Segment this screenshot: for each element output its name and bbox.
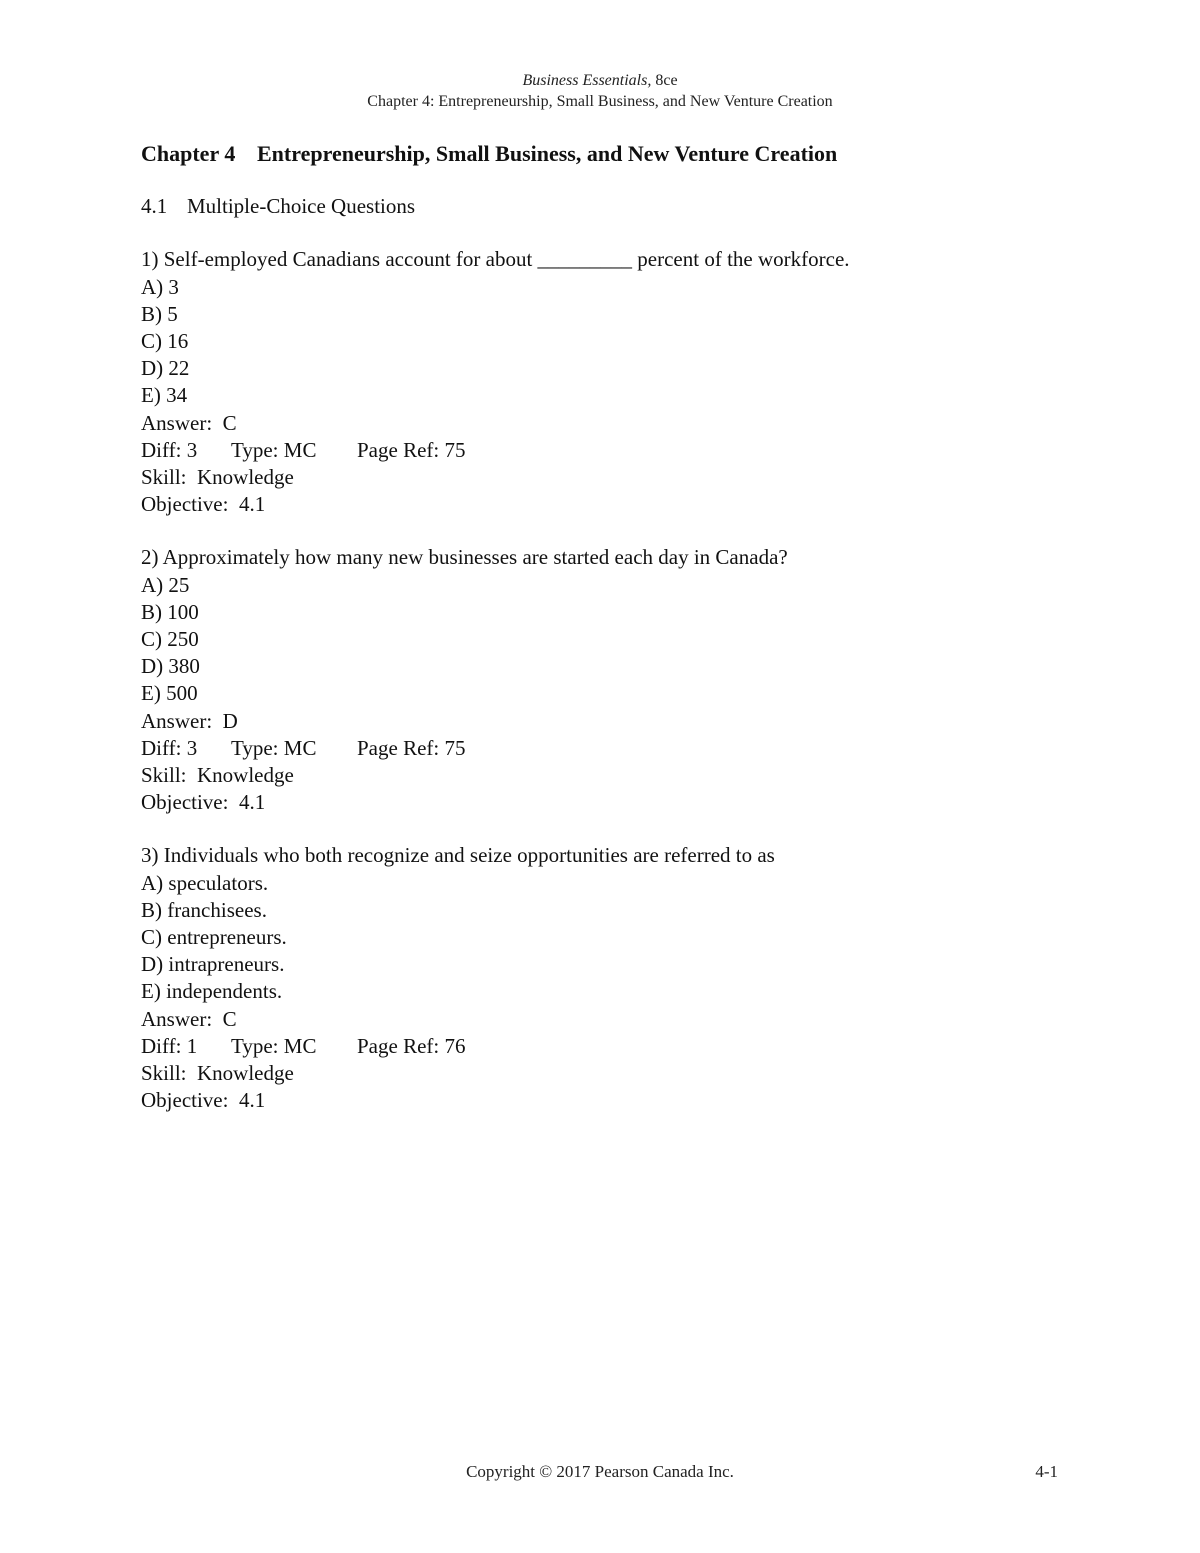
question-2: [141, 544, 1101, 816]
option-c: C) 250: [141, 627, 199, 652]
header-book-line: [0, 70, 1200, 91]
question-type: Type: MC: [231, 735, 317, 760]
option-d: D) intrapreneurs.: [141, 952, 285, 977]
option-b: B) 100: [141, 599, 199, 624]
skill: Skill: Knowledge: [141, 763, 294, 788]
header-chapter-line: Chapter 4: Entrepreneurship, Small Business, and New Venture Creation: [367, 93, 833, 110]
difficulty: Diff: 1: [141, 1033, 198, 1058]
metadata-row: [141, 437, 1101, 464]
option-b: B) franchisees.: [141, 897, 267, 922]
objective: Objective: 4.1: [141, 790, 266, 815]
page-ref: Page Ref: 76: [357, 1033, 466, 1058]
page-ref: Page Ref: 75: [357, 437, 466, 462]
header-edition: 8ce: [651, 72, 678, 89]
option-b: B) 5: [141, 301, 178, 326]
option-e: E) 500: [141, 681, 198, 706]
chapter-name: Entrepreneurship, Small Business, and New Venture Creation: [257, 141, 838, 166]
difficulty: Diff: 3: [141, 735, 198, 760]
option-c: C) entrepreneurs.: [141, 925, 287, 950]
option-d: D) 380: [141, 654, 200, 679]
answer: Answer: D: [141, 708, 238, 733]
option-a: A) speculators.: [141, 870, 269, 895]
document-body: [141, 140, 1101, 1141]
option-e: E) 34: [141, 383, 188, 408]
answer: Answer: C: [141, 1006, 237, 1031]
section-number: 4.1: [141, 194, 168, 219]
option-a: A) 25: [141, 572, 190, 597]
question-type: Type: MC: [231, 437, 317, 462]
section-heading: [141, 193, 1101, 220]
chapter-number: Chapter 4: [141, 141, 236, 166]
option-a: A) 3: [141, 274, 179, 299]
answer: Answer: C: [141, 410, 237, 435]
option-c: C) 16: [141, 329, 189, 354]
option-e: E) independents.: [141, 979, 283, 1004]
option-d: D) 22: [141, 356, 190, 381]
question-3: [141, 842, 1101, 1114]
difficulty: Diff: 3: [141, 437, 198, 462]
question-stem: 3) Individuals who both recognize and seize opportunities are referred to as: [141, 843, 775, 868]
question-type: Type: MC: [231, 1033, 317, 1058]
header-book-title: Business Essentials,: [522, 72, 652, 89]
chapter-title: [141, 140, 1101, 167]
question-stem: 1) Self-employed Canadians account for about _________ percent of the workforce.: [141, 247, 850, 272]
skill: Skill: Knowledge: [141, 465, 294, 490]
page-number: 4-1: [1035, 1462, 1058, 1481]
metadata-row: [141, 1033, 1101, 1060]
page-ref: Page Ref: 75: [357, 735, 466, 760]
objective: Objective: 4.1: [141, 1088, 266, 1113]
question-stem: 2) Approximately how many new businesses are started each day in Canada?: [141, 545, 788, 570]
objective: Objective: 4.1: [141, 492, 266, 517]
running-header: [0, 70, 1200, 112]
copyright-notice: Copyright © 2017 Pearson Canada Inc.: [466, 1462, 734, 1481]
question-1: [141, 246, 1101, 518]
skill: Skill: Knowledge: [141, 1061, 294, 1086]
metadata-row: [141, 735, 1101, 762]
section-title: Multiple-Choice Questions: [187, 194, 416, 219]
